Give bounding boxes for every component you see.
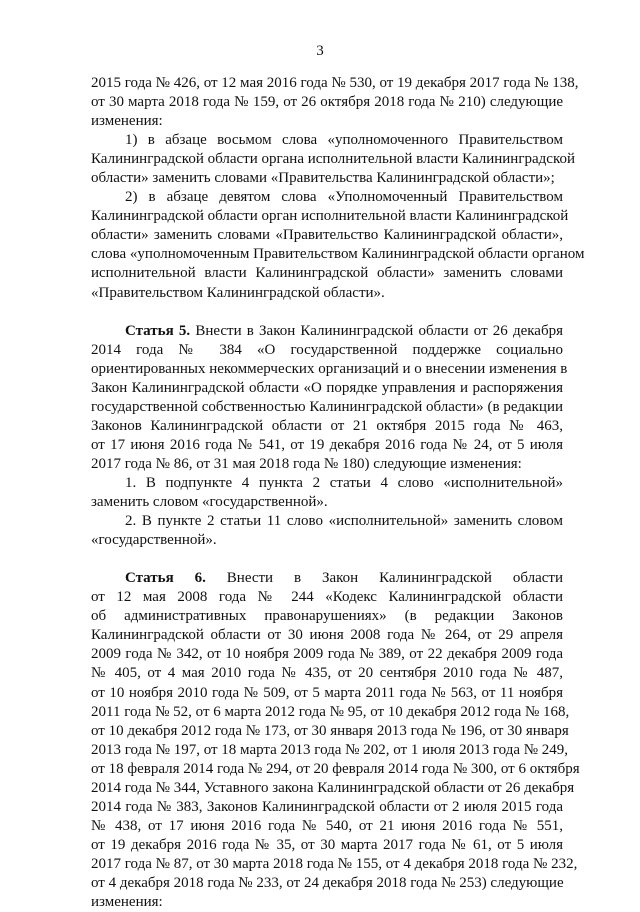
text-line: 2011 года № 52, от 6 марта 2012 года № 95, от 10 декабря 2012 года № 168, bbox=[91, 703, 570, 720]
paragraph-gap bbox=[91, 303, 563, 322]
text-line: ориентированных некоммерческих организаций и о внесении изменения в bbox=[91, 360, 568, 377]
text-line: 2014 года № 384 «О государственной поддержке социально bbox=[91, 341, 563, 358]
article-6-first-line bbox=[91, 569, 563, 588]
text-line: «государственной». bbox=[91, 532, 217, 549]
text-line: от 18 февраля 2014 года № 294, от 20 февраля 2014 года № 300, от 6 октября bbox=[91, 760, 580, 777]
list-item-2-line: 2) в абзаце девятом слова «Уполномоченный Правительством bbox=[125, 189, 563, 206]
text-line: 2009 года № 342, от 10 ноября 2009 года № 389, от 22 декабря 2009 года bbox=[91, 646, 563, 663]
text-line: от 10 ноября 2010 года № 509, от 5 марта 2011 года № 563, от 11 ноября bbox=[91, 684, 563, 701]
text-line: 2017 года № 87, от 30 марта 2018 года № 155, от 4 декабря 2018 года № 232, bbox=[91, 855, 578, 872]
text-line: Закон Калининградской области «О порядке управления и распоряжения bbox=[91, 379, 563, 396]
text-line: от 19 декабря 2016 года № 35, от 30 марта 2017 года № 61, от 5 июля bbox=[91, 836, 563, 853]
text-line: слова «уполномоченным Правительством Калининградской области органом bbox=[91, 246, 585, 263]
text-line: области» заменить словами «Правительство Калининградской области», bbox=[91, 227, 563, 244]
article-5-intro: Внести в Закон Калининградской области от 26 декабря bbox=[195, 322, 563, 339]
list-item-1-line: 1. В подпункте 4 пункта 2 статьи 4 слово «исполнительной» bbox=[125, 474, 563, 491]
article-6-heading: Статья 6. bbox=[125, 570, 206, 587]
text-line: изменения: bbox=[91, 113, 163, 130]
text-line: заменить словом «государственной». bbox=[91, 494, 328, 511]
list-item-2-line: 2. В пункте 2 статьи 11 слово «исполнительной» заменить словом bbox=[125, 513, 563, 530]
text-line: Калининградской области органа исполнительной власти Калининградской bbox=[91, 151, 575, 168]
text-line: исполнительной власти Калининградской области» заменить словами bbox=[91, 265, 563, 282]
text-line: от 30 марта 2018 года № 159, от 26 октября 2018 года № 210) следующие bbox=[91, 94, 563, 111]
text-line: от 17 июня 2016 года № 541, от 19 декабря 2016 года № 24, от 5 июля bbox=[91, 436, 563, 453]
text-line: Калининградской области орган исполнительной власти Калининградской bbox=[91, 208, 569, 225]
text-line: об административных правонарушениях» (в редакции Законов bbox=[91, 608, 563, 625]
text-line: от 12 мая 2008 года № 244 «Кодекс Калининградской области bbox=[91, 589, 563, 606]
text-line: № 405, от 4 мая 2010 года № 435, от 20 сентября 2010 года № 487, bbox=[91, 665, 563, 682]
text-line: от 10 декабря 2012 года № 173, от 30 января 2013 года № 196, от 30 января bbox=[91, 722, 569, 739]
text-line: области» заменить словами «Правительства Калининградской области»; bbox=[91, 170, 555, 187]
text-line: 2015 года № 426, от 12 мая 2016 года № 530, от 19 декабря 2017 года № 138, bbox=[91, 75, 579, 91]
text-line: 2014 года № 383, Законов Калининградской области от 2 июля 2015 года bbox=[91, 798, 563, 815]
list-item-1-line: 1) в абзаце восьмом слова «уполномоченного Правительством bbox=[125, 132, 563, 149]
text-line: изменения: bbox=[91, 894, 163, 911]
article-6-intro: Внести в Закон Калининградской области bbox=[226, 570, 563, 587]
text-line: 2014 года № 344, Уставного закона Калининградской области от 26 декабря bbox=[91, 779, 575, 796]
paragraph-gap bbox=[91, 550, 563, 569]
article-5-first-line bbox=[91, 322, 563, 341]
text-line: «Правительством Калининградской области». bbox=[91, 284, 385, 301]
text-line: № 438, от 17 июня 2016 года № 540, от 21 июня 2016 года № 551, bbox=[91, 817, 563, 834]
text-line: государственной собственностью Калининградской области» (в редакции bbox=[91, 398, 563, 415]
document-body bbox=[91, 74, 585, 912]
text-line: 2017 года № 86, от 31 мая 2018 года № 180) следующие изменения: bbox=[91, 455, 522, 472]
article-5-heading: Статья 5. bbox=[125, 322, 191, 339]
page-number: 3 bbox=[316, 43, 324, 59]
text-line: 2013 года № 197, от 18 марта 2013 года № 202, от 1 июля 2013 года № 249, bbox=[91, 741, 569, 758]
text-line: Калининградской области от 30 июня 2008 года № 264, от 29 апреля bbox=[91, 627, 563, 644]
text-line: от 4 декабря 2018 года № 233, от 24 декабря 2018 года № 253) следующие bbox=[91, 874, 564, 891]
text-line: Законов Калининградской области от 21 октября 2015 года № 463, bbox=[91, 417, 563, 434]
